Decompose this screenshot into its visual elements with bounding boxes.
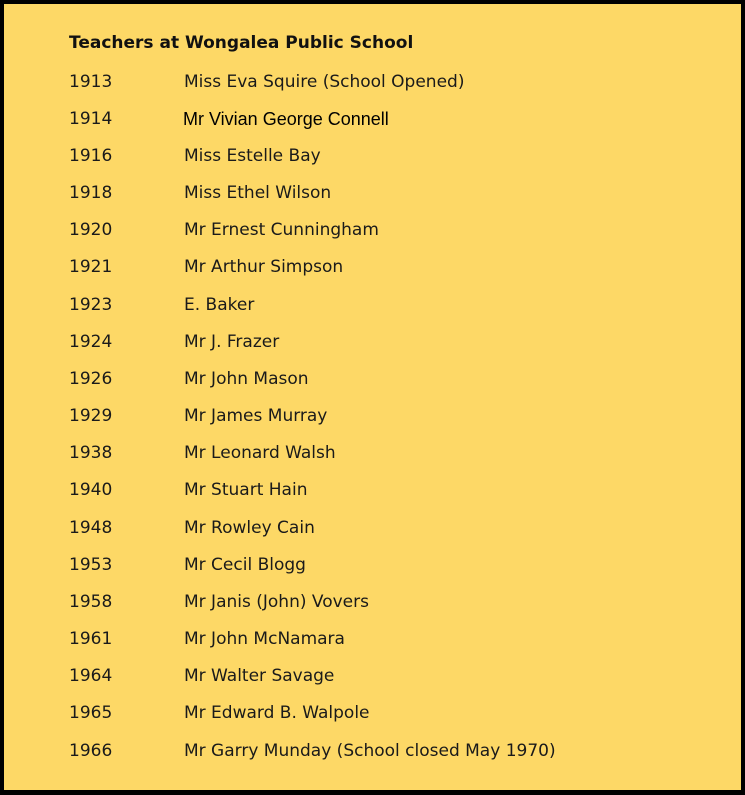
list-item [4, 293, 741, 317]
list-item [4, 664, 741, 688]
year-label: 1965 [69, 703, 113, 723]
teacher-list-card [4, 4, 741, 790]
teacher-name: Mr Ernest Cunningham [184, 220, 379, 240]
teacher-name: Mr John McNamara [184, 629, 345, 649]
list-item [4, 478, 741, 502]
list-item [4, 144, 741, 168]
list-item [4, 739, 741, 763]
list-item [4, 516, 741, 540]
teacher-list [4, 4, 741, 790]
teacher-name: Mr Stuart Hain [184, 480, 308, 500]
year-label: 1966 [69, 741, 113, 761]
year-label: 1913 [69, 72, 113, 92]
year-label: 1953 [69, 555, 113, 575]
year-label: 1923 [69, 295, 113, 315]
list-item [4, 107, 741, 131]
page-title: Teachers at Wongalea Public School [69, 33, 414, 53]
list-item [4, 627, 741, 651]
list-item [4, 441, 741, 465]
list-item [4, 553, 741, 577]
year-label: 1918 [69, 183, 113, 203]
year-label: 1929 [69, 406, 113, 426]
year-label: 1958 [69, 592, 113, 612]
teacher-name: Mr Cecil Blogg [184, 555, 306, 575]
year-label: 1940 [69, 480, 113, 500]
list-item [4, 367, 741, 391]
teacher-name: Mr James Murray [184, 406, 328, 426]
teacher-name: Mr Rowley Cain [184, 518, 315, 538]
list-item [4, 701, 741, 725]
list-item [4, 404, 741, 428]
list-item [4, 330, 741, 354]
year-label: 1948 [69, 518, 113, 538]
year-label: 1926 [69, 369, 113, 389]
year-label: 1964 [69, 666, 113, 686]
teacher-name: Miss Eva Squire (School Opened) [184, 72, 465, 92]
teacher-name: Mr Leonard Walsh [184, 443, 336, 463]
teacher-name: Mr John Mason [184, 369, 309, 389]
year-label: 1961 [69, 629, 113, 649]
teacher-name: Mr Arthur Simpson [184, 257, 344, 277]
teacher-name: Miss Ethel Wilson [184, 183, 332, 203]
year-label: 1914 [69, 109, 113, 129]
list-item [4, 70, 741, 94]
teacher-name: Mr Janis (John) Vovers [184, 592, 369, 612]
list-item [4, 590, 741, 614]
list-item [4, 255, 741, 279]
list-item [4, 181, 741, 205]
year-label: 1916 [69, 146, 113, 166]
teacher-name: Mr Walter Savage [184, 666, 335, 686]
teacher-name: Mr Garry Munday (School closed May 1970) [184, 741, 556, 761]
teacher-name: Mr Edward B. Walpole [184, 703, 370, 723]
year-label: 1938 [69, 443, 113, 463]
list-item [4, 218, 741, 242]
year-label: 1921 [69, 257, 113, 277]
teacher-name: Mr Vivian George Connell [183, 109, 389, 129]
teacher-name: Mr J. Frazer [184, 332, 280, 352]
year-label: 1920 [69, 220, 113, 240]
year-label: 1924 [69, 332, 113, 352]
teacher-name: E. Baker [184, 295, 255, 315]
teacher-name: Miss Estelle Bay [184, 146, 321, 166]
